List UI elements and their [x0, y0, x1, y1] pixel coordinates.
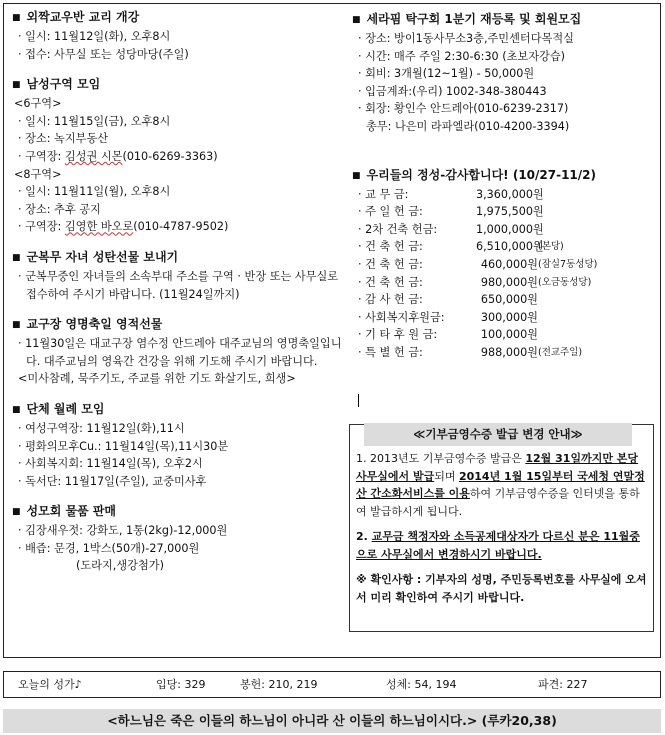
donation-row: [358, 274, 657, 292]
right-column: [352, 10, 657, 374]
section-heading: ■ 단체 월례 모임: [12, 401, 105, 416]
left-column: [12, 8, 342, 587]
info-line: · 시간: 매주 주일 2:30-6:30 (초보자강습): [358, 49, 565, 63]
bullet-square-icon: ■: [12, 507, 21, 518]
prayer-list: <미사참례, 묵주기도, 주교를 위한 기도 화살기도, 희생>: [18, 372, 296, 386]
donation-row: [358, 203, 657, 221]
section-sale: [12, 502, 342, 575]
donation-label: · 감 사 헌 금:: [358, 293, 423, 307]
body-text: · 군복무중인 자녀들의 소속부대 주소를 구역 · 반장 또는 사무실로 접수하여 주시기 바랍니다. (11월24일까지): [18, 269, 339, 301]
donation-amount: 300,000원: [480, 310, 538, 324]
meeting-line: · 사회복지회: 11월14일(목), 오후2시: [18, 457, 203, 471]
notice-body: [356, 450, 650, 614]
date-line: · 일시: 11월11일(월), 오후8시: [18, 185, 171, 199]
section-heading: ■ 외짝교우반 교리 개강: [12, 10, 140, 24]
info-line: 총무: 나은미 라파엘라(010-4200-3394): [366, 119, 570, 133]
date-line: · 일시: 11월15일(금), 오후8시: [18, 114, 171, 128]
notice-item-1: 1. 2013년도 기부금영수증 발급은 12월 31일까지만 본당 사무실에서 발급되며 2014년 1월 15일부터 국세청 연말정산 간소화서비스를 이용하여 기부금영수증을 인터넷을 통하여 발급하시게 됩니다.: [356, 452, 645, 518]
donation-row: [358, 309, 657, 327]
hymn-label: 오늘의 성가♪: [18, 678, 82, 691]
meeting-line: · 독서단: 11월17일(주일), 교중미사후: [18, 474, 207, 488]
bullet-square-icon: ■: [12, 252, 21, 263]
info-line: · 회비: 3개월(12~1월) - 50,000원: [358, 67, 535, 81]
district-8-label: <8구역>: [14, 167, 62, 181]
info-line: · 장소: 방이1동사무소3층,주민센터다목적실: [358, 32, 574, 45]
body-text: · 11월30일은 대교구장 염수정 안드레아 대주교님의 영명축일입니다. 대주교님의 영육간 건강을 위해 기도해 주시기 바랍니다.: [18, 337, 342, 368]
section-heading: ■ 남성구역 모임: [12, 77, 101, 92]
recessional-hymn: 파견: 227: [538, 678, 588, 691]
donation-note: (전교주일): [538, 346, 583, 358]
entrance-hymn: 입당: 329: [156, 678, 206, 691]
registration-line: · 접수: 사무실 또는 성당마당(주일): [18, 47, 189, 61]
info-line: · 회장: 황인수 안드레아(010-6239-2317): [358, 102, 569, 116]
place-line: · 장소: 녹지부동산: [18, 132, 109, 146]
date-line: · 일시: 11월12일(화), 오후8시: [18, 30, 171, 43]
bullet-square-icon: ■: [12, 80, 21, 91]
section-donations: [352, 166, 657, 362]
sale-item-note: (도라지,생강첨가): [76, 559, 164, 573]
hymn-bar: [3, 671, 661, 698]
donation-note: (잠실7동성당): [538, 258, 598, 270]
section-military-gifts: [12, 248, 342, 303]
notice-item-2: 2. 교무금 책정자와 소득공제대상자가 다르신 분은 11월중으로 사무실에서 변경하시기 바랍니다.: [356, 530, 640, 561]
donation-note: (본당): [538, 241, 564, 253]
section-heading: ■ 성모회 물품 판매: [12, 504, 117, 519]
section-heading: ■ 교구장 영명축일 영적선물: [12, 317, 163, 332]
donation-amount: 980,000원: [480, 275, 538, 289]
notice-box: [349, 424, 654, 632]
donation-row: [358, 344, 657, 362]
text-cursor: [358, 394, 359, 407]
place-line: · 장소: 추후 공지: [18, 202, 101, 216]
donation-label: · 건 축 헌 금:: [358, 275, 423, 289]
section-heading: ■ 군복무 자녀 성탄선물 보내기: [12, 249, 179, 264]
info-line: · 입금계좌:(우리) 1002-348-380443: [358, 84, 547, 98]
donation-amount: 988,000원: [480, 345, 538, 359]
donation-label: · 교 무 금:: [358, 187, 409, 201]
notice-title: ≪기부금영수증 발급 변경 안내≫: [364, 423, 632, 446]
offertory-hymn: 봉헌: 210, 219: [240, 678, 318, 691]
donation-list: [352, 186, 657, 362]
donation-amount: 3,360,000원: [476, 187, 544, 201]
section-heading: ■ 세라핌 탁구회 1분기 재등록 및 회원모집: [352, 12, 582, 26]
donation-row: [358, 221, 657, 239]
donation-label: · 기 타 후 원 금:: [358, 328, 438, 342]
bullet-square-icon: ■: [12, 13, 21, 23]
donation-label: · 주 일 헌 금:: [358, 205, 423, 219]
donation-amount: 6,510,000원: [476, 240, 544, 254]
donation-label: · 건 축 헌 금:: [358, 240, 423, 254]
donation-row: [358, 186, 657, 204]
donation-row: [358, 238, 657, 256]
section-mens-district: [12, 75, 342, 236]
leader-line: · 구역장: 김영한 바오로(010-4787-9502): [18, 220, 229, 234]
meeting-line: · 여성구역장: 11월12일(화),11시: [18, 421, 185, 435]
section-archbishop-feast: [12, 315, 342, 388]
donation-amount: 100,000원: [480, 328, 538, 342]
notice-check-note: ※ 확인사항 : 기부자의 성명, 주민등록번호를 사무실에 오셔서 미리 확인하여 주시기 바랍니다.: [356, 573, 647, 604]
donation-row: [358, 326, 657, 344]
donation-note: (오금동성당): [538, 276, 592, 288]
donation-label: · 건 축 헌 금:: [358, 257, 423, 271]
donation-row: [358, 256, 657, 274]
donation-label: · 사회복지후원금:: [358, 310, 445, 324]
donation-amount: 650,000원: [480, 293, 538, 307]
bullet-square-icon: ■: [12, 320, 21, 331]
meeting-line: · 평화의모후Cu.: 11월14일(목),11시30분: [18, 439, 229, 453]
donation-amount: 460,000원: [480, 257, 538, 271]
bible-verse: <하느님은 죽은 이들의 하느님이 아니라 산 이들의 하느님이시다.> (루카20,38): [3, 709, 661, 733]
communion-hymn: 성체: 54, 194: [386, 678, 457, 691]
donation-label: · 특 별 헌 금:: [358, 345, 423, 359]
leader-line: · 구역장: 김성권 시몬(010-6269-3363): [18, 149, 218, 163]
section-group-meetings: [12, 400, 342, 490]
donation-amount: 1,975,500원: [476, 205, 544, 219]
donation-label: · 2차 건축 헌금:: [358, 222, 438, 236]
donation-amount: 1,000,000원: [476, 222, 544, 236]
bullet-square-icon: ■: [352, 15, 361, 25]
section-mixed-marriage-class: [12, 8, 342, 63]
bullet-square-icon: ■: [12, 404, 21, 415]
district-6-label: <6구역>: [14, 97, 62, 111]
section-table-tennis: [352, 10, 657, 136]
section-heading: ■ 우리들의 정성-감사합니다! (10/27-11/2): [352, 167, 596, 182]
donation-row: [358, 291, 657, 309]
sale-item: · 김장새우젓: 강화도, 1통(2kg)-12,000원: [18, 524, 228, 538]
bullet-square-icon: ■: [352, 170, 361, 181]
sale-item: · 배즙: 문경, 1박스(50개)-27,000원: [18, 541, 200, 555]
